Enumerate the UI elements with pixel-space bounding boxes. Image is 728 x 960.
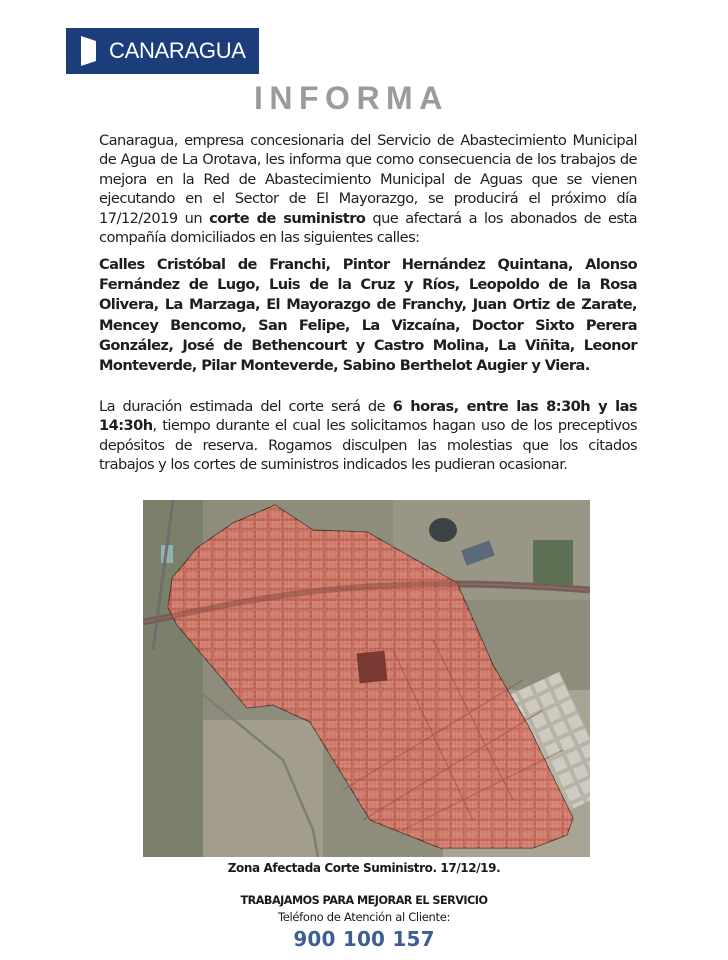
footer-tagline: TRABAJAMOS PARA MEJORAR EL SERVICIO	[240, 894, 488, 907]
door-icon	[81, 36, 96, 66]
streets-list: Calles Cristóbal de Franchi, Pintor Hernández Quintana, Alonso Fernández de Lugo, Luis de la Cruz y Ríos, Leopoldo de la Rosa Olivera, La Marzaga, El Mayorazgo de Franchy, Juan Ortiz de Zarate, Mencey Bencomo, San Felipe, La Vizcaína, Doctor Sixto Perera González, José de Bethencourt y Castro Molina, La Viñita, Leonor Monteverde, Pilar Monteverde, Sabino Berthelot Augier y Viera.	[99, 256, 637, 375]
intro-paragraph	[99, 131, 637, 247]
phone-number[interactable]: 900 100 157	[293, 927, 435, 951]
canaragua-logo	[66, 28, 259, 74]
logo-text: CANARAGUA	[109, 38, 246, 63]
page-title: INFORMA	[254, 80, 449, 116]
duration-paragraph	[99, 397, 637, 475]
map-caption: Zona Afectada Corte Suministro. 17/12/19.	[227, 861, 501, 875]
intro-text-2: que afectará a los abonados de esta compañía domiciliados en las siguientes calles:	[99, 209, 637, 247]
duration-text-2: , tiempo durante el cual les solicitamos hagan uso de los preceptivos depósitos de reserva. Rogamos disculpen las molestias que los citados trabajos y los cortes de suministros indicados les pudieran ocasionar.	[99, 417, 637, 474]
duration-bold: 6 horas, entre las 8:30h y las 14:30h	[99, 398, 638, 435]
duration-text-1: La duración estimada del corte será de	[99, 398, 393, 415]
intro-bold: corte de suministro	[209, 209, 366, 227]
satellite-map-image	[143, 500, 590, 857]
intro-text-1: Canaragua, empresa concesionaria del Servicio de Abastecimiento Municipal de Agua de La Orotava, les informa que como consecuencia de los trabajos de mejora en la Red de Abastecimiento Municipal de Aguas que se vienen ejecutando en el Sector de El Mayorazgo, se producirá el próximo día 17/12/2019 un	[99, 132, 637, 227]
affected-zone-map	[143, 500, 590, 857]
phone-label: Teléfono de Atención al Cliente:	[277, 910, 451, 924]
